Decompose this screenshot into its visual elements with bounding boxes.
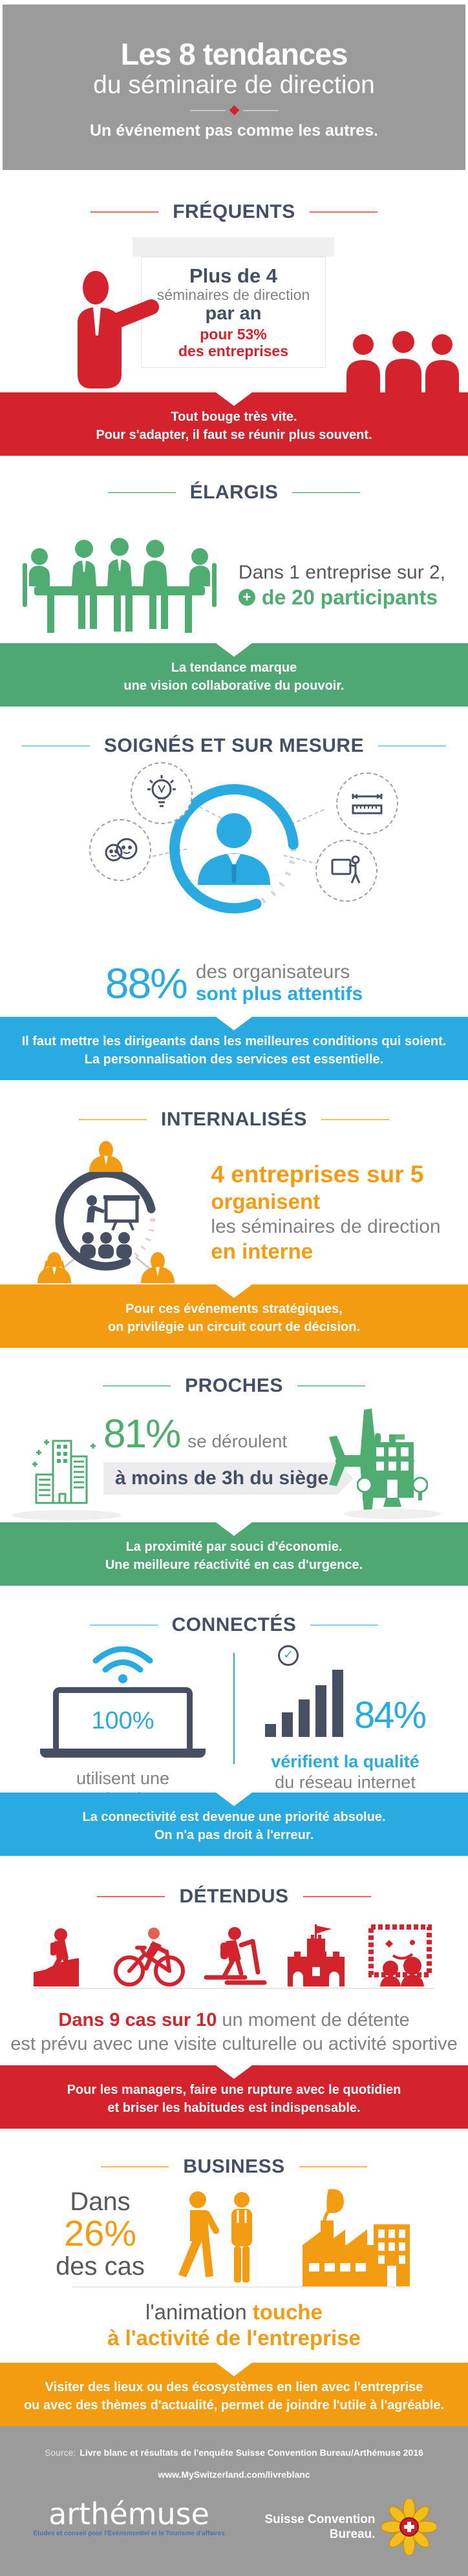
ground-line <box>72 2286 396 2288</box>
title-line <box>79 1119 147 1120</box>
banner-text: Visiter des lieux ou des écosystèmes en lien avec l'entreprise <box>45 2380 423 2394</box>
stat-value: 84% <box>354 1694 426 1736</box>
banner-notch <box>216 1017 252 1030</box>
banner-text: Pour s'adapter, il faut se réunir plus souvent. <box>96 428 372 442</box>
source-label: Source: <box>45 2447 76 2458</box>
internalises-content <box>0 1140 468 1284</box>
stat-highlight: sont plus attentifs <box>195 983 363 1005</box>
ground-line <box>34 1988 434 1989</box>
ground-shadow <box>344 1509 441 1519</box>
museum-painting-icon <box>363 1924 434 1986</box>
banner-text: Pour ces événements stratégiques, <box>125 1302 343 1316</box>
title-line <box>90 1624 158 1626</box>
stat-text: l'animation <box>145 2300 247 2324</box>
proches-content <box>0 1409 468 1522</box>
suisse-convention-bureau-logo <box>264 2499 436 2555</box>
arthemuse-tagline: Études et conseil pour l'Événementiel et le Tourisme d'affaires <box>33 2530 225 2537</box>
castle-icon <box>282 1924 350 1986</box>
elargis-content <box>0 526 468 643</box>
hiker-icon <box>34 1927 98 1986</box>
laptop-screen <box>53 1687 193 1749</box>
banner-notch <box>216 392 252 406</box>
title-line <box>299 2166 367 2167</box>
internalises-banner <box>0 1284 468 1348</box>
laptop-icon <box>53 1687 193 1749</box>
banner-text: Il faut mettre les dirigeants dans les meilleures conditions qui soient. <box>21 1034 447 1048</box>
section-title-internalises <box>0 1109 468 1131</box>
business-stat <box>56 2188 145 2286</box>
section-title-connectes <box>0 1614 468 1636</box>
source-text: Livre blanc et résultats de l'enquête Suisse Convention Bureau/Arthémuse 2016 <box>80 2447 423 2458</box>
banner-notch <box>216 2363 252 2376</box>
title-line <box>378 745 446 747</box>
stat-text: les séminaires de direction <box>211 1216 441 1237</box>
diamond-icon <box>229 105 239 116</box>
header-divider <box>9 107 459 114</box>
title-line <box>310 211 378 213</box>
banner-text: une vision collaborative du pouvoir. <box>123 679 345 693</box>
elargis-banner <box>0 643 468 707</box>
stat-value: 100% <box>91 1707 154 1734</box>
section-title-soignes <box>0 735 468 757</box>
stat-value: 88% <box>105 959 187 1007</box>
stat-highlight: touche <box>252 2300 323 2324</box>
banner-text: La connectivité est devenue une priorité absolue. <box>82 1810 386 1824</box>
title-line <box>321 1119 389 1120</box>
ruler-icon <box>336 772 398 835</box>
connectes-right <box>248 1646 442 1793</box>
distance-ribbon <box>103 1462 337 1495</box>
stat-highlight: à moins de 3h du siège <box>115 1467 329 1489</box>
scb-line1: Suisse Convention <box>264 2513 376 2526</box>
laptop-base <box>40 1749 206 1758</box>
stat-highlight <box>239 586 445 610</box>
section-title-elargis <box>0 482 468 504</box>
cyclist-icon <box>112 1926 185 1986</box>
title-line <box>101 2166 169 2167</box>
source-line <box>0 2447 468 2458</box>
banner-text: La tendance marque <box>171 661 297 675</box>
section-title-text: PROCHES <box>185 1375 283 1396</box>
board-stat: par an <box>205 303 262 324</box>
divider-line <box>243 110 279 111</box>
lightbulb-icon <box>131 762 193 824</box>
title-line <box>108 492 176 493</box>
title-line <box>103 1385 171 1387</box>
stat-highlight: Dans 9 cas sur 10 <box>58 2010 217 2030</box>
board-stat: des entreprises <box>178 343 289 359</box>
section-business <box>0 2156 468 2426</box>
factory-leaf-icon <box>292 2188 412 2286</box>
main-title: Les 8 tendances <box>120 37 348 71</box>
banner-text: on privilégie un circuit court de décision. <box>107 1320 361 1334</box>
detendus-banner <box>0 2065 468 2129</box>
title-line <box>90 211 158 213</box>
check-circle-icon: ✓ <box>278 1645 299 1666</box>
stat-text: est prévu avec une visite culturelle ou activité sportive <box>10 2034 458 2054</box>
banner-text: La proximité par souci d'économie. <box>125 1540 343 1554</box>
stat-text: Dans <box>70 2187 131 2216</box>
banner-notch <box>216 1793 252 1806</box>
header <box>3 5 465 170</box>
section-title-proches <box>0 1375 468 1397</box>
stat-highlight: en interne <box>211 1239 314 1263</box>
website-url[interactable]: www.MySwitzerland.com/livreblanc <box>158 2469 310 2480</box>
footer <box>0 2426 468 2576</box>
ground-shadow <box>12 1510 122 1520</box>
section-connectes <box>0 1614 468 1856</box>
scb-line2: Bureau. <box>329 2528 376 2541</box>
banner-text: On n'a pas droit à l'erreur. <box>154 1828 314 1842</box>
title-line <box>22 745 90 747</box>
signal-bars-icon <box>248 1648 442 1737</box>
business-caption <box>0 2299 468 2351</box>
stat-value: 26% <box>63 2213 137 2253</box>
venue-building-icon <box>357 1428 441 1519</box>
detendus-icons <box>0 1924 468 1986</box>
stat-highlight: 4 entreprises sur 5 <box>211 1161 424 1187</box>
frequents-illustration <box>0 237 468 392</box>
vertical-divider <box>233 1653 235 1764</box>
stat-highlight: vérifient la qualité <box>271 1752 420 1771</box>
title-line <box>297 1385 365 1387</box>
walking-people-icon <box>175 2191 262 2286</box>
section-title-detendus <box>0 1886 468 1908</box>
title-line <box>303 1896 371 1897</box>
audience-icon <box>344 330 460 392</box>
presenter-silhouette-icon <box>70 271 167 391</box>
banner-text: et briser les habitudes est indispensable. <box>107 2101 361 2115</box>
arthemuse-wordmark: arthémuse <box>48 2496 209 2531</box>
banner-text: Une meilleure réactivité en cas d'urgence. <box>105 1558 363 1572</box>
stat-text: de 20 participants <box>261 585 438 609</box>
section-frequents <box>0 201 468 456</box>
banner-notch <box>216 1284 252 1298</box>
section-title-text: INTERNALISÉS <box>160 1109 308 1130</box>
proches-stat <box>103 1411 337 1495</box>
banner-notch <box>216 2065 252 2079</box>
banner-notch <box>216 1522 252 1536</box>
main-subtitle: du séminaire de direction <box>93 71 375 99</box>
plus-circle-icon: + <box>239 589 255 606</box>
soignes-stat <box>0 959 468 1008</box>
faces-icon <box>89 819 151 881</box>
stat-text: du réseau internet <box>275 1772 416 1792</box>
banner-text: Pour les managers, faire une rupture avec le quotidien <box>67 2083 401 2097</box>
edelweiss-icon <box>382 2499 436 2555</box>
business-content <box>0 2188 468 2286</box>
whiteboard-icon <box>141 257 326 368</box>
title-line <box>310 1624 378 1626</box>
banner-text: ou avec des thèmes d'actualité, permet de joindre l'utile à l'agréable. <box>23 2398 445 2412</box>
section-elargis <box>0 482 468 707</box>
board-stat: Plus de 4 <box>189 264 278 287</box>
whiteboard-rail <box>133 237 334 257</box>
wifi-icon <box>87 1646 158 1684</box>
stat-highlight: à l'activité de l'entreprise <box>107 2326 361 2350</box>
connectes-banner <box>0 1793 468 1856</box>
section-title-text: CONNECTÉS <box>171 1614 297 1635</box>
section-title-text: BUSINESS <box>183 2156 285 2177</box>
business-banner <box>0 2363 468 2426</box>
meeting-table-icon <box>23 529 217 639</box>
section-title-text: ÉLARGIS <box>189 482 279 503</box>
section-internalises <box>0 1109 468 1348</box>
section-proches <box>0 1375 468 1586</box>
elargis-stat <box>239 560 445 610</box>
internalises-stat <box>211 1160 440 1264</box>
frequents-banner <box>0 392 468 456</box>
banner-notch <box>216 643 252 657</box>
title-line <box>97 1896 165 1897</box>
section-title-frequents <box>0 201 468 223</box>
section-title-text: DÉTENDUS <box>179 1886 289 1907</box>
skier-icon <box>198 1926 268 1986</box>
divider-line <box>190 110 226 111</box>
stat-text: un moment de détente <box>222 2010 410 2030</box>
soignes-banner <box>0 1017 468 1080</box>
connectes-left <box>26 1646 220 1793</box>
section-detendus <box>0 1886 468 2129</box>
soignes-illustration <box>0 762 468 953</box>
stat-text: utilisent une <box>76 1769 170 1788</box>
stat-text: Dans 1 entreprise sur 2, <box>238 561 446 583</box>
stat-highlight: organisent <box>211 1189 321 1213</box>
proches-banner <box>0 1522 468 1586</box>
coach-board-icon <box>315 840 378 902</box>
section-title-text: SOIGNÉS ET SUR MESURE <box>103 735 365 756</box>
board-stat: pour 53% <box>200 326 267 343</box>
section-soignes <box>0 735 468 1080</box>
tagline: Un événement pas comme les autres. <box>89 122 379 140</box>
stat-text: des cas <box>56 2252 145 2281</box>
arthemuse-logo <box>32 2496 226 2537</box>
stat-text: des organisateurs <box>195 961 350 983</box>
training-room-ring-icon <box>27 1140 185 1284</box>
stat-text: se déroulent <box>187 1431 288 1451</box>
section-title-text: FRÉQUENTS <box>173 201 295 222</box>
logos <box>0 2496 468 2555</box>
connectes-content <box>0 1636 468 1793</box>
title-line <box>292 492 360 493</box>
banner-text: Tout bouge très vite. <box>171 410 297 424</box>
section-title-business <box>0 2156 468 2178</box>
banner-text: La personnalisation des services est essentielle. <box>84 1052 384 1067</box>
stat-value: 81% <box>103 1412 180 1456</box>
board-stat: séminaires de direction <box>156 286 310 303</box>
detendus-stat <box>0 2008 468 2056</box>
